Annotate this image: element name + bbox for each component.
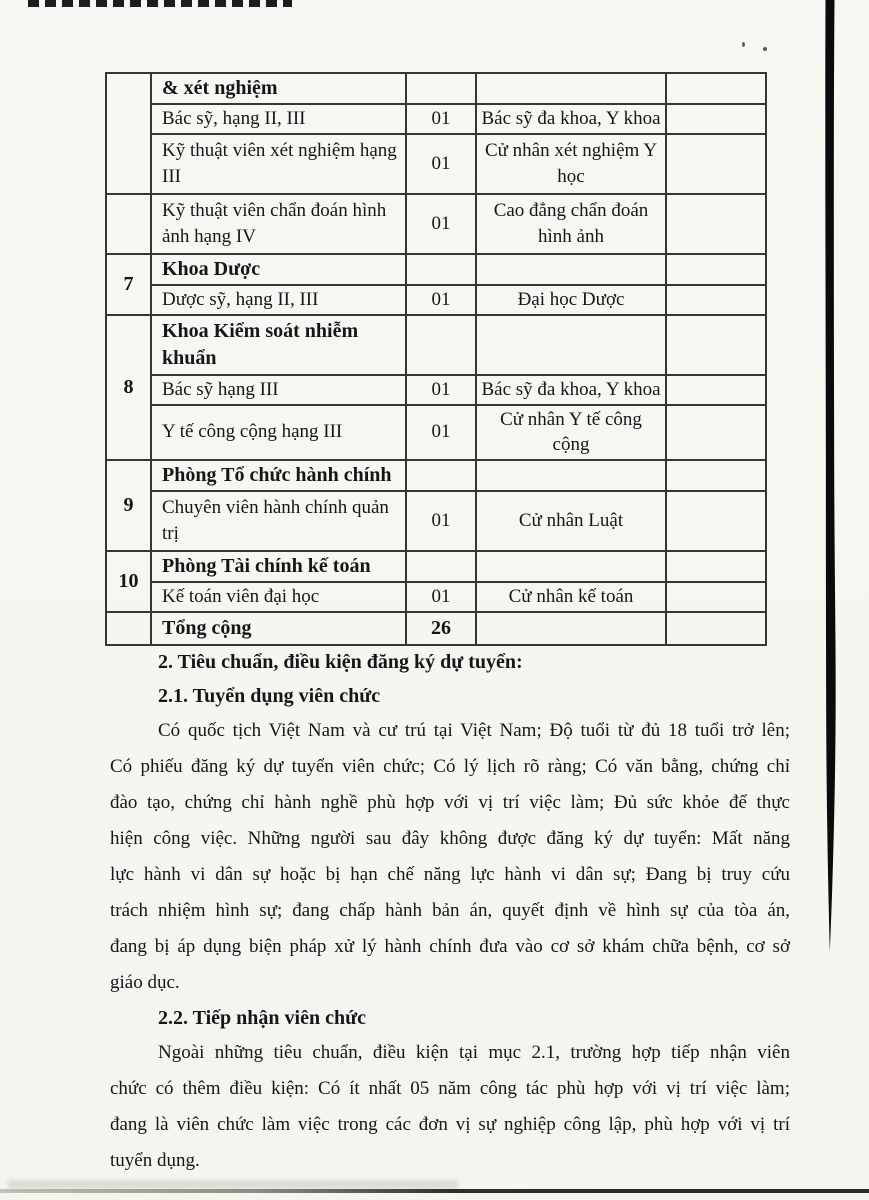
- table-cell-note: [666, 375, 766, 405]
- table-cell-qualification: [476, 460, 666, 491]
- table-cell-total-quantity: 26: [406, 612, 476, 645]
- table-cell-quantity: 01: [406, 491, 476, 551]
- table-cell-qualification: Đại học Dược: [476, 285, 666, 315]
- section-2-2-heading: 2.2. Tiếp nhận viên chức: [158, 1007, 366, 1029]
- table-cell-note: [666, 73, 766, 104]
- table-cell-quantity: 01: [406, 285, 476, 315]
- table-cell-qualification: Bác sỹ đa khoa, Y khoa: [476, 104, 666, 134]
- recruitment-table: [105, 72, 767, 646]
- table-cell-position: Chuyên viên hành chính quản trị: [151, 491, 406, 551]
- scan-smudge-bottom: [8, 1180, 458, 1189]
- table-cell-position: Phòng Tài chính kế toán: [151, 551, 406, 582]
- table-cell-qualification: Cao đẳng chẩn đoán hình ảnh: [476, 194, 666, 254]
- table-cell-group-no: 8: [106, 315, 151, 460]
- table-cell-quantity: 01: [406, 104, 476, 134]
- table-cell-qualification: [476, 551, 666, 582]
- table-cell-note: [666, 612, 766, 645]
- table-row: [106, 551, 766, 582]
- table-cell-qualification: Bác sỹ đa khoa, Y khoa: [476, 375, 666, 405]
- table-cell-note: [666, 104, 766, 134]
- table-cell-position: Kế toán viên đại học: [151, 582, 406, 612]
- table-cell-note: [666, 285, 766, 315]
- table-cell-position: & xét nghiệm: [151, 73, 406, 104]
- document-body: [110, 645, 790, 1179]
- table-cell-qualification: Cử nhân xét nghiệm Y học: [476, 134, 666, 194]
- paragraph-line: lực hành vi dân sự hoặc bị hạn chế năng lực hành vi dân sự; Đang bị truy cứu: [110, 864, 790, 885]
- table-cell-note: [666, 405, 766, 460]
- table-cell-note: [666, 582, 766, 612]
- scan-perforation-marks: [28, 0, 292, 7]
- table-row: [106, 285, 766, 315]
- paragraph-line: Có phiếu đăng ký dự tuyển viên chức; Có lý lịch rõ ràng; Có văn bằng, chứng chỉ: [110, 756, 790, 777]
- table-cell-qualification: [476, 612, 666, 645]
- table-cell-note: [666, 460, 766, 491]
- paragraph-line: đào tạo, chứng chỉ hành nghề phù hợp với vị trí việc làm; Đủ sức khỏe để thực: [110, 792, 790, 813]
- table-cell-note: [666, 315, 766, 375]
- table-cell-quantity: 01: [406, 405, 476, 460]
- table-cell-position: Bác sỹ, hạng II, III: [151, 104, 406, 134]
- paragraph-line: Ngoài những tiêu chuẩn, điều kiện tại mục 2.1, trường hợp tiếp nhận viên: [158, 1042, 790, 1063]
- paragraph-line: đang bị áp dụng biện pháp xử lý hành chính đưa vào cơ sở khám chữa bệnh, cơ sở: [110, 936, 790, 957]
- table-cell-note: [666, 254, 766, 285]
- section-2-heading: 2. Tiêu chuẩn, điều kiện đăng ký dự tuyển:: [158, 651, 523, 673]
- section-2-1-heading: 2.1. Tuyển dụng viên chức: [158, 685, 381, 707]
- table-cell-quantity: [406, 315, 476, 375]
- table-row: [106, 194, 766, 254]
- scan-speck: [742, 42, 745, 47]
- paragraph-line: tuyển dụng.: [110, 1150, 200, 1171]
- table-cell-total-label: Tổng cộng: [151, 612, 406, 645]
- table-cell-group-no: 9: [106, 460, 151, 551]
- paragraph-line: Có quốc tịch Việt Nam và cư trú tại Việt Nam; Độ tuổi từ đủ 18 tuổi trở lên;: [158, 720, 790, 741]
- table-cell-quantity: [406, 460, 476, 491]
- table-row: [106, 315, 766, 375]
- table-cell-quantity: 01: [406, 134, 476, 194]
- table-cell-quantity: 01: [406, 375, 476, 405]
- table-cell-quantity: [406, 73, 476, 104]
- table-row: [106, 405, 766, 460]
- table-cell-qualification: Cử nhân Y tế công cộng: [476, 405, 666, 460]
- table-cell-position: Phòng Tổ chức hành chính: [151, 460, 406, 491]
- table-cell-qualification: Cử nhân Luật: [476, 491, 666, 551]
- scan-edge-bottom: [0, 1189, 869, 1193]
- scan-speck: [763, 47, 767, 51]
- table-cell-group-no: [106, 194, 151, 254]
- table-row: [106, 375, 766, 405]
- table-cell-quantity: 01: [406, 582, 476, 612]
- paragraph-line: chức có thêm điều kiện: Có ít nhất 05 năm công tác phù hợp với vị trí việc làm;: [110, 1078, 790, 1099]
- table-row: [106, 491, 766, 551]
- table-cell-note: [666, 551, 766, 582]
- table-cell-note: [666, 134, 766, 194]
- table-row: [106, 104, 766, 134]
- table-cell-position: Kỹ thuật viên chẩn đoán hình ảnh hạng IV: [151, 194, 406, 254]
- paragraph-line: trách nhiệm hình sự; đang chấp hành bản án, quyết định về hình sự của tòa án,: [110, 900, 790, 921]
- table-row: [106, 254, 766, 285]
- table-cell-qualification: Cử nhân kế toán: [476, 582, 666, 612]
- table-cell-note: [666, 194, 766, 254]
- table-row-total: [106, 612, 766, 645]
- paragraph-line: hiện công việc. Những người sau đây không được đăng ký dự tuyển: Mất năng: [110, 828, 790, 849]
- table-cell-position: Khoa Dược: [151, 254, 406, 285]
- table-cell-group-no: [106, 612, 151, 645]
- table-cell-group-no: [106, 73, 151, 194]
- table-cell-position: Bác sỹ hạng III: [151, 375, 406, 405]
- table-cell-quantity: [406, 254, 476, 285]
- table-cell-group-no: 10: [106, 551, 151, 612]
- table-row: [106, 460, 766, 491]
- table-cell-quantity: [406, 551, 476, 582]
- paragraph-line: giáo dục.: [110, 972, 180, 993]
- table-cell-qualification: [476, 315, 666, 375]
- paragraph-line: đang là viên chức làm việc trong các đơn vị sự nghiệp công lập, phù hợp với vị trí: [110, 1114, 790, 1135]
- table-cell-qualification: [476, 73, 666, 104]
- table-cell-position: Y tế công cộng hạng III: [151, 405, 406, 460]
- table-cell-qualification: [476, 254, 666, 285]
- table-cell-position: Dược sỹ, hạng II, III: [151, 285, 406, 315]
- table-cell-group-no: 7: [106, 254, 151, 315]
- table-cell-note: [666, 491, 766, 551]
- table-cell-position: Khoa Kiểm soát nhiễm khuẩn: [151, 315, 406, 375]
- table-row: [106, 73, 766, 104]
- table-row: [106, 134, 766, 194]
- table-row: [106, 582, 766, 612]
- table-cell-position: Kỹ thuật viên xét nghiệm hạng III: [151, 134, 406, 194]
- table-cell-quantity: 01: [406, 194, 476, 254]
